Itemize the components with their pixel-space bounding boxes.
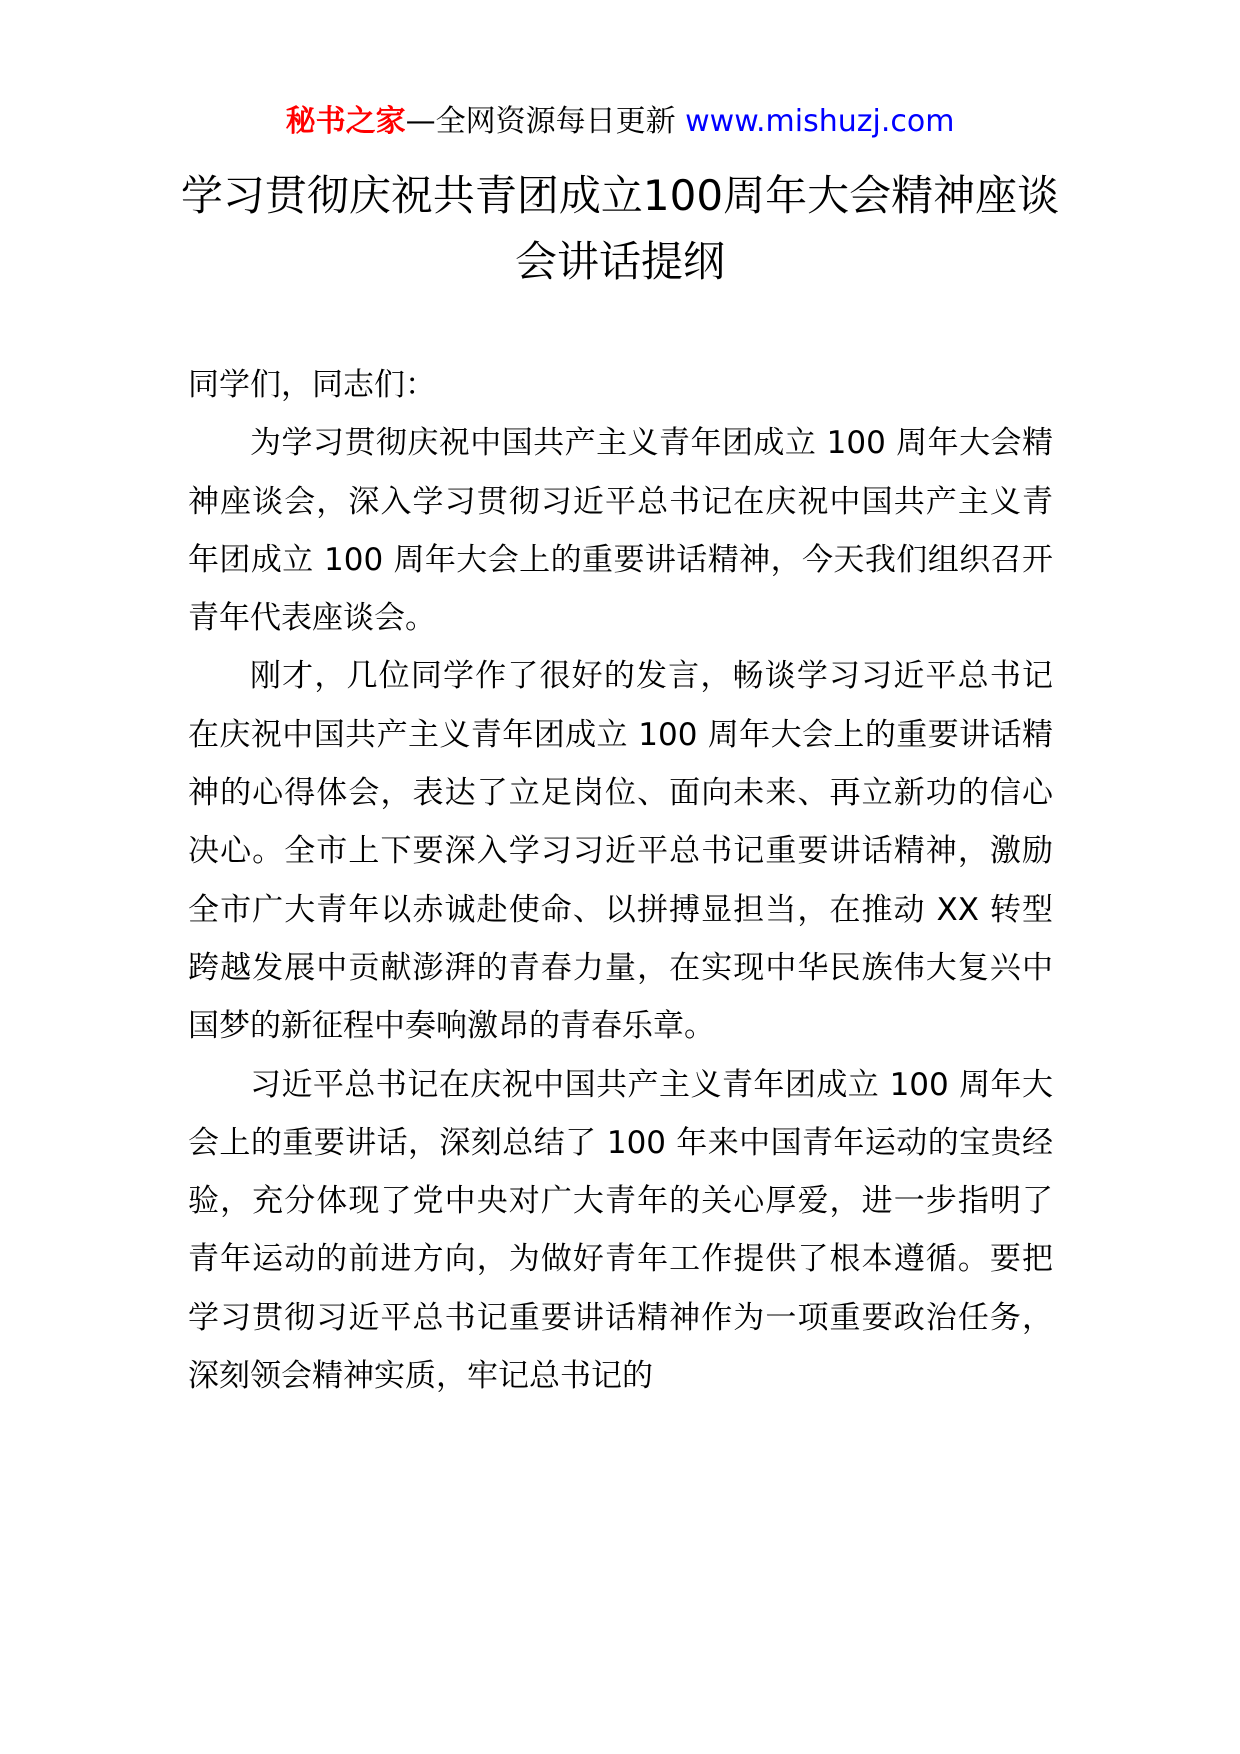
document-body	[188, 356, 1053, 1405]
paragraph-3: 习近平总书记在庆祝中国共产主义青年团成立 100 周年大会上的重要讲话，深刻总结了 100 年来中国青年运动的宝贵经验，充分体现了党中央对广大青年的关心厚爱，进一步指明了青年运动的前进方向，为做好青年工作提供了根本遵循。要把学习贯彻习近平总书记重要讲话精神作为一项重要政治任务，深刻领会精神实质，牢记总书记的	[188, 1066, 1053, 1395]
brand-name: 秘书之家	[285, 104, 406, 139]
document-title: 学习贯彻庆祝共青团成立100周年大会精神座谈会讲话提纲	[180, 171, 1060, 286]
watermark-header	[0, 100, 1240, 144]
website-link[interactable]: www.mishuzj.com	[685, 104, 955, 139]
paragraph-1: 为学习贯彻庆祝中国共产主义青年团成立 100 周年大会精神座谈会，深入学习贯彻习近平总书记在庆祝中国共产主义青年团成立 100 周年大会上的重要讲话精神，今天我们组织召开青年代表座谈会。	[188, 425, 1053, 637]
paragraph-2: 刚才，几位同学作了很好的发言，畅谈学习习近平总书记在庆祝中国共产主义青年团成立 100 周年大会上的重要讲话精神的心得体会，表达了立足岗位、面向未来、再立新功的信心决心。全市上下要深入学习习近平总书记重要讲话精神，激励全市广大青年以赤诚赴使命、以拼搏显担当，在推动 XX 转型跨越发展中贡献澎湃的青春力量，在实现中华民族伟大复兴中国梦的新征程中奏响激昂的青春乐章。	[188, 658, 1053, 1045]
header-tagline: —全网资源每日更新	[405, 104, 686, 139]
salutation: 同学们，同志们：	[188, 367, 436, 403]
